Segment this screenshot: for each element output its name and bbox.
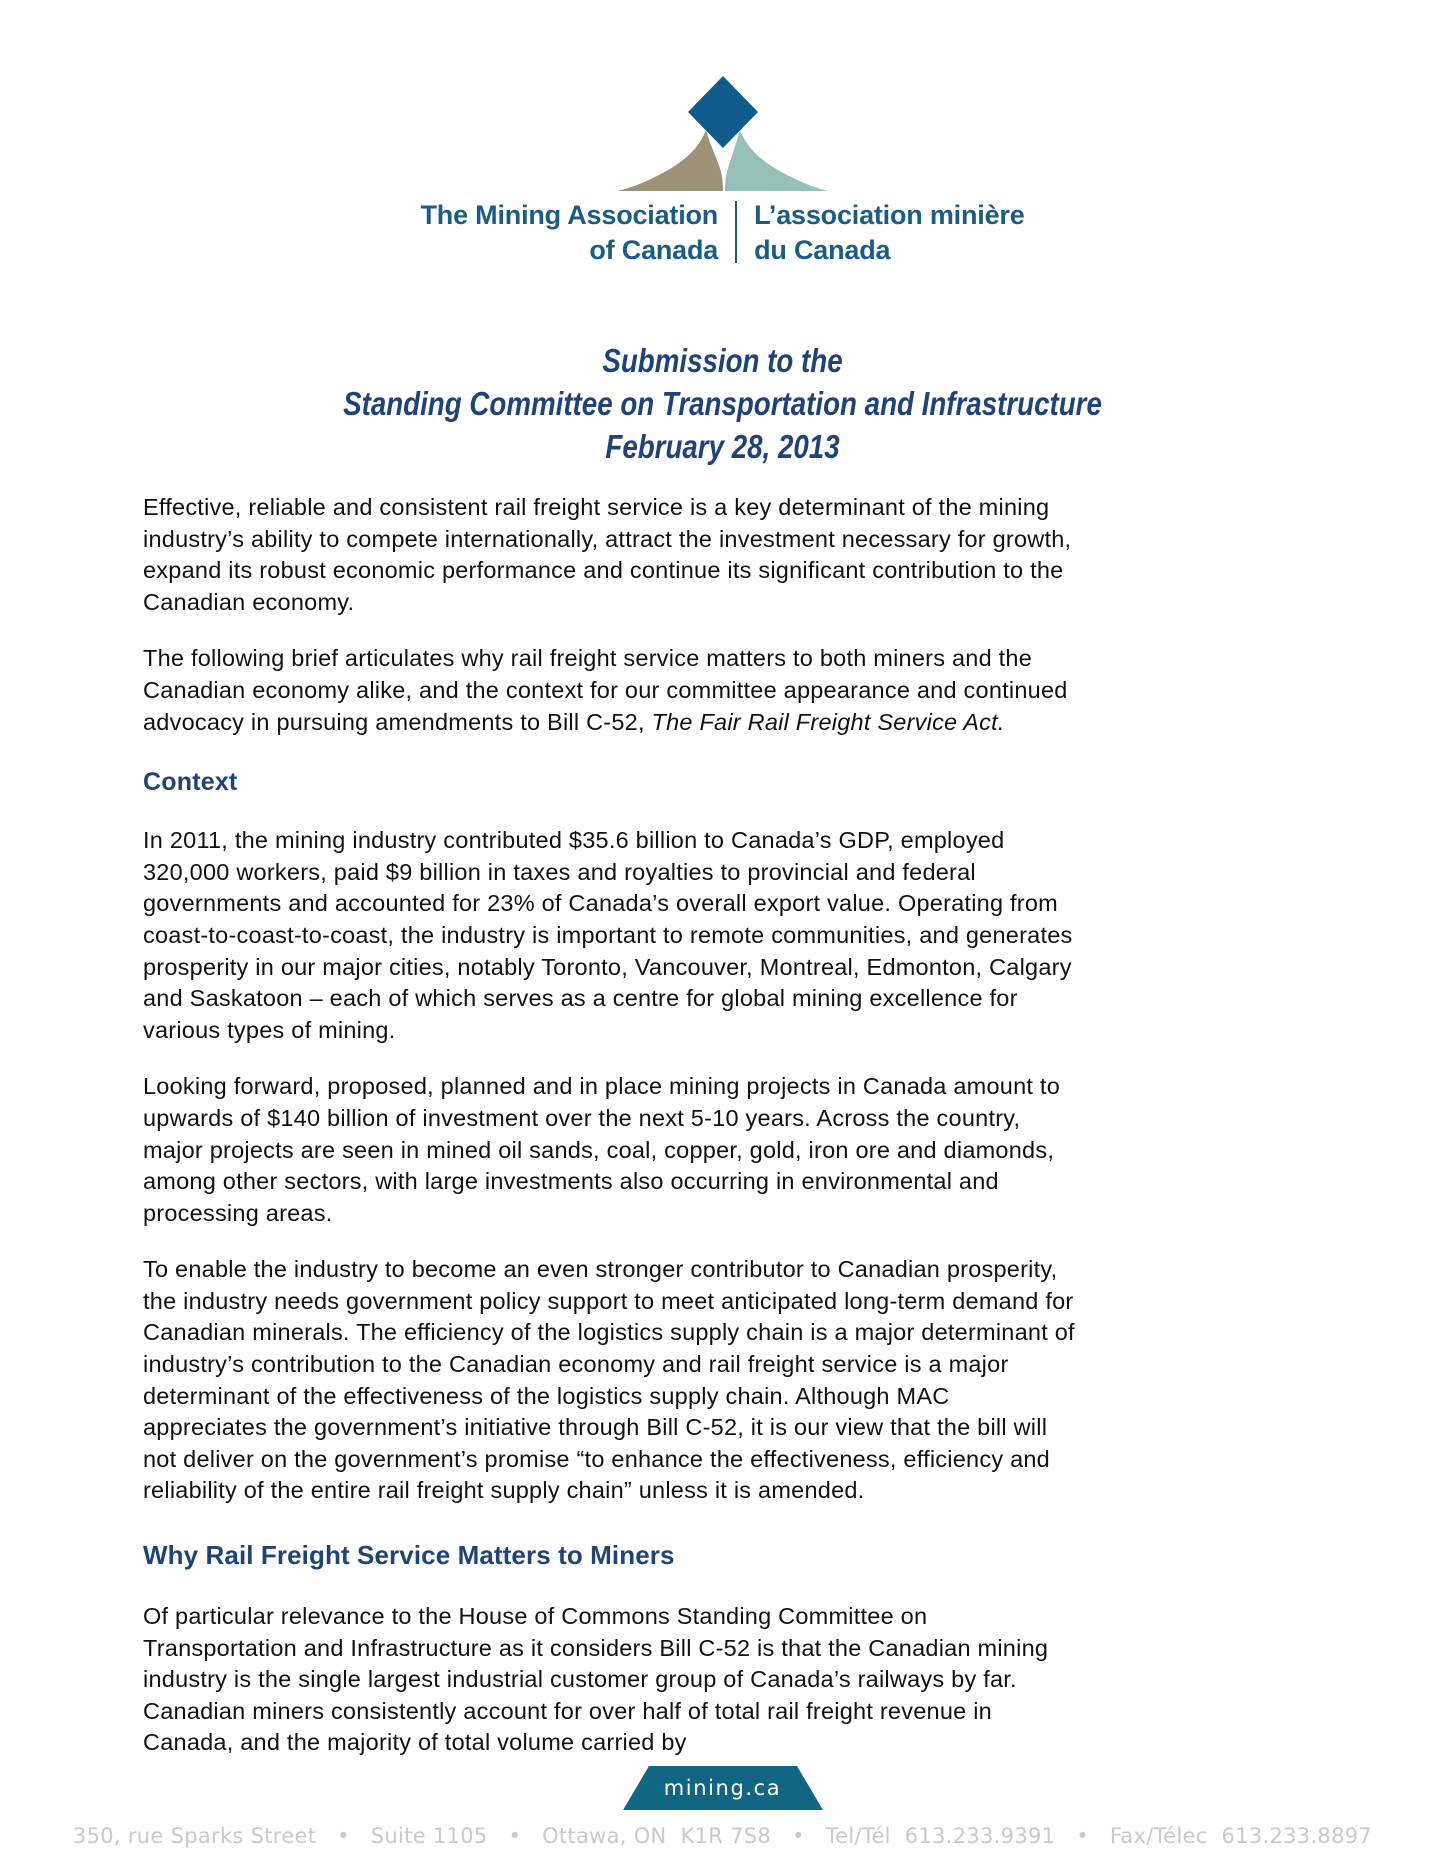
heading-context: Context [143, 768, 238, 797]
title-line-2: Standing Committee on Transportation and Infrastructure [343, 384, 1102, 422]
logo-french-name [737, 198, 1024, 267]
mac-mountain-logo-icon [573, 72, 873, 192]
mining-ca-badge[interactable] [623, 1766, 823, 1810]
paragraph-intro-2-text: The following brief articulates why rail freight service matters to both miners and the Canadian economy alike, and the context for our committee appearance and continued advocacy in pursuing amendments to Bill C-52, [143, 645, 1068, 735]
logo-french-line-2: du Canada [754, 234, 891, 265]
page-footer [0, 1766, 1445, 1870]
logo-right-peak-shape [725, 130, 829, 191]
paragraph-context-2: Looking forward, proposed, planned and in place mining projects in Canada amount to upwards of $140 billion of investment over the next 5-10 years. Across the country, major projects are seen in mined oil sands, coal, copper, gold, iron ore and diamonds, among other sectors, with large investments also occurring in environmental and processing areas. [143, 1073, 1061, 1226]
document-title [116, 340, 1330, 469]
logo-english-name [420, 198, 735, 267]
footer-address-line: 350, rue Sparks Street • Suite 1105 • Ottawa, ON K1R 7S8 • Tel/Tél 613.233.9391 • Fax/Télec 613.233.8897 [72, 1824, 1373, 1848]
title-line-1: Submission to the [602, 342, 843, 379]
paragraph-intro-1: Effective, reliable and consistent rail freight service is a key determinant of the mining industry’s ability to compete internationally, attract the investment necessary for growth, expand its robust economic performance and continue its significant contribution to the Canadian economy. [143, 494, 1072, 615]
organization-logo [0, 72, 1445, 267]
paragraph-why-1: Of particular relevance to the House of Commons Standing Committee on Transportation and Infrastructure as it considers Bill C-52 is that the Canadian mining industry is the single largest industrial customer group of Canada’s railways by far. Canadian miners consistently account for over half of total rail freight revenue in Canada, and the majority of total volume carried by [143, 1603, 1049, 1756]
logo-french-line-1: L’association minière [754, 200, 1025, 230]
logo-english-line-2: of Canada [589, 234, 719, 265]
paragraph-intro-2 [143, 643, 1079, 738]
document-body [143, 492, 1079, 1784]
bill-act-title: The Fair Rail Freight Service Act. [651, 708, 1005, 735]
logo-english-line-1: The Mining Association [420, 200, 719, 230]
title-line-3: February 28, 2013 [605, 427, 840, 465]
logo-wordmark [420, 198, 1024, 267]
paragraph-context-1: In 2011, the mining industry contributed $35.6 billion to Canada’s GDP, employed 320,000 workers, paid $9 billion in taxes and royalties to provincial and federal governments and accounted for 23% of Canada’s overall export value. Operating from coast-to-coast-to-coast, the industry is important to remote communities, and generates prosperity in our major cities, notably Toronto, Vancouver, Montreal, Edmonton, Calgary and Saskatoon – each of which serves as a centre for global mining excellence for various types of mining. [143, 827, 1073, 1043]
heading-why-rail-freight-matters: Why Rail Freight Service Matters to Miners [143, 1540, 675, 1571]
logo-left-peak-shape [617, 130, 723, 191]
logo-diamond-shape [688, 76, 758, 148]
paragraph-context-3: To enable the industry to become an even stronger contributor to Canadian prosperity, the industry needs government policy support to meet anticipated long-term demand for Canadian minerals. The efficiency of the logistics supply chain is a major determinant of industry’s contribution to the Canadian economy and rail freight service is a major determinant of the effectiveness of the logistics supply chain. Although MAC appreciates the government’s initiative through Bill C-52, it is our view that the bill will not deliver on the government’s promise “to enhance the effectiveness, efficiency and reliability of the entire rail freight supply chain” unless it is amended. [143, 1256, 1075, 1504]
mining-ca-badge-label: mining.ca [663, 1776, 782, 1800]
